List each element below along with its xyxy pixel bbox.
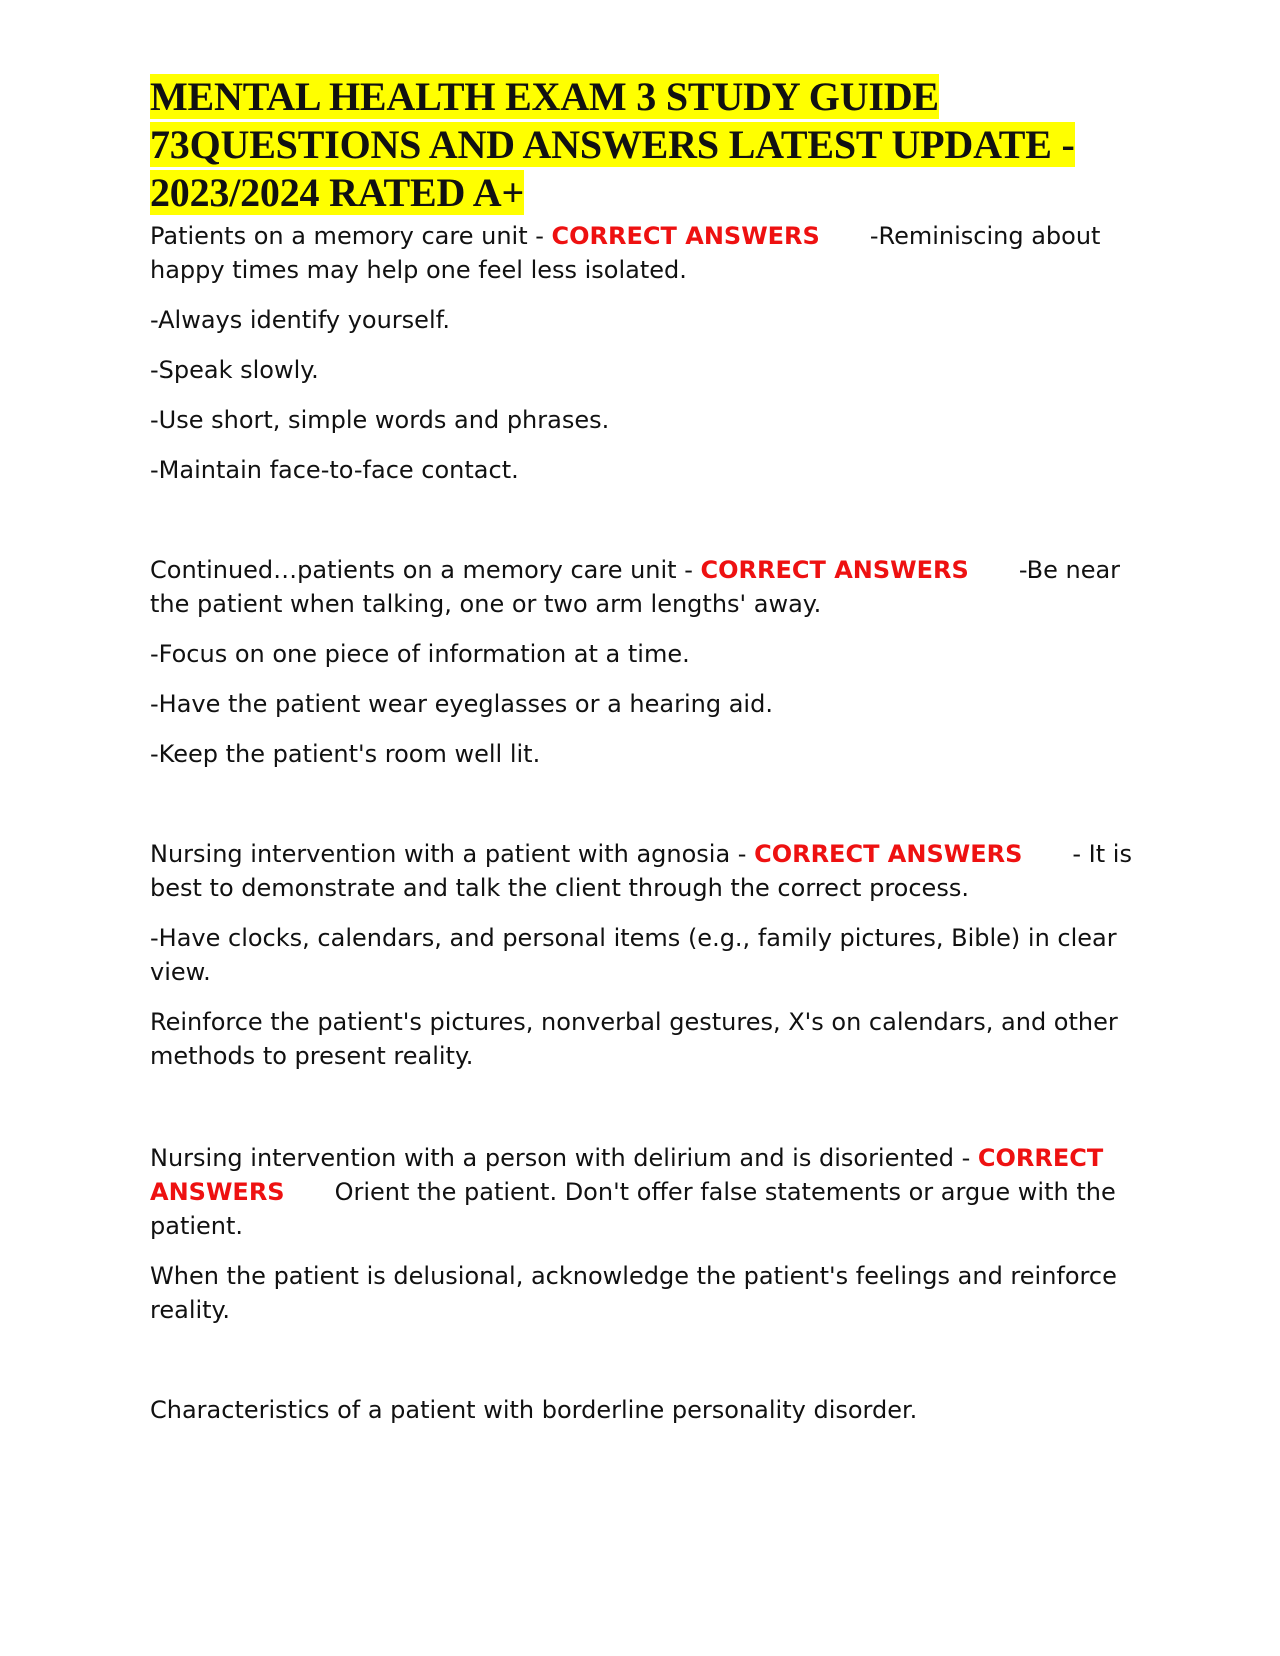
answer-point: -Have the patient wear eyeglasses or a hearing aid. xyxy=(150,690,773,718)
answer-text: - It is best to demonstrate and talk the client through the correct process. xyxy=(150,840,1132,902)
answer-text: Orient the patient. Don't offer false statements or argue with the patient. xyxy=(150,1178,1116,1240)
correct-answers-label: CORRECT ANSWERS xyxy=(754,840,1023,868)
answer-text: -Reminiscing about happy times may help one feel less isolated. xyxy=(150,222,1101,284)
answer-point: -Focus on one piece of information at a time. xyxy=(150,640,690,668)
question-paragraph xyxy=(150,1141,1140,1243)
title-highlight: MENTAL HEALTH EXAM 3 STUDY GUIDE 73QUESTIONS AND ANSWERS LATEST UPDATE - 2023/2024 RATED A+ xyxy=(150,74,1075,215)
correct-answers-label: CORRECT ANSWERS xyxy=(700,556,969,584)
answer-point: -Use short, simple words and phrases. xyxy=(150,406,610,434)
correct-answers-label: CORRECT ANSWERS xyxy=(551,222,820,250)
question-paragraph xyxy=(150,837,1140,905)
answer-point: -Keep the patient's room well lit. xyxy=(150,740,541,768)
answer-point: When the patient is delusional, acknowledge the patient's feelings and reinforce reality. xyxy=(150,1262,1117,1324)
question-text: Continued…patients on a memory care unit - xyxy=(150,556,701,584)
answer-point: Reinforce the patient's pictures, nonverbal gestures, X's on calendars, and other methods to present reality. xyxy=(150,1008,1118,1070)
question-block xyxy=(150,219,1140,487)
correct-answers-label: CORRECT ANSWERS xyxy=(150,1144,1104,1206)
question-paragraph xyxy=(150,1393,1140,1427)
question-text: Nursing intervention with a patient with agnosia - xyxy=(150,840,755,868)
document-title xyxy=(150,73,1140,217)
question-paragraph xyxy=(150,553,1140,621)
answer-point: -Always identify yourself. xyxy=(150,306,450,334)
answer-text: -Be near the patient when talking, one or two arm lengths' away. xyxy=(150,556,1121,618)
question-text: Patients on a memory care unit - xyxy=(150,222,552,250)
question-text: Characteristics of a patient with borderline personality disorder. xyxy=(150,1396,918,1424)
answer-point: -Have clocks, calendars, and personal items (e.g., family pictures, Bible) in clear view. xyxy=(150,924,1117,986)
document-page xyxy=(150,73,1140,1427)
answer-point: -Speak slowly. xyxy=(150,356,319,384)
question-text: Nursing intervention with a person with delirium and is disoriented - xyxy=(150,1144,978,1172)
question-block xyxy=(150,1141,1140,1327)
answer-point: -Maintain face-to-face contact. xyxy=(150,456,519,484)
question-block xyxy=(150,1393,1140,1427)
question-block xyxy=(150,553,1140,771)
question-block xyxy=(150,837,1140,1073)
question-paragraph xyxy=(150,219,1140,287)
